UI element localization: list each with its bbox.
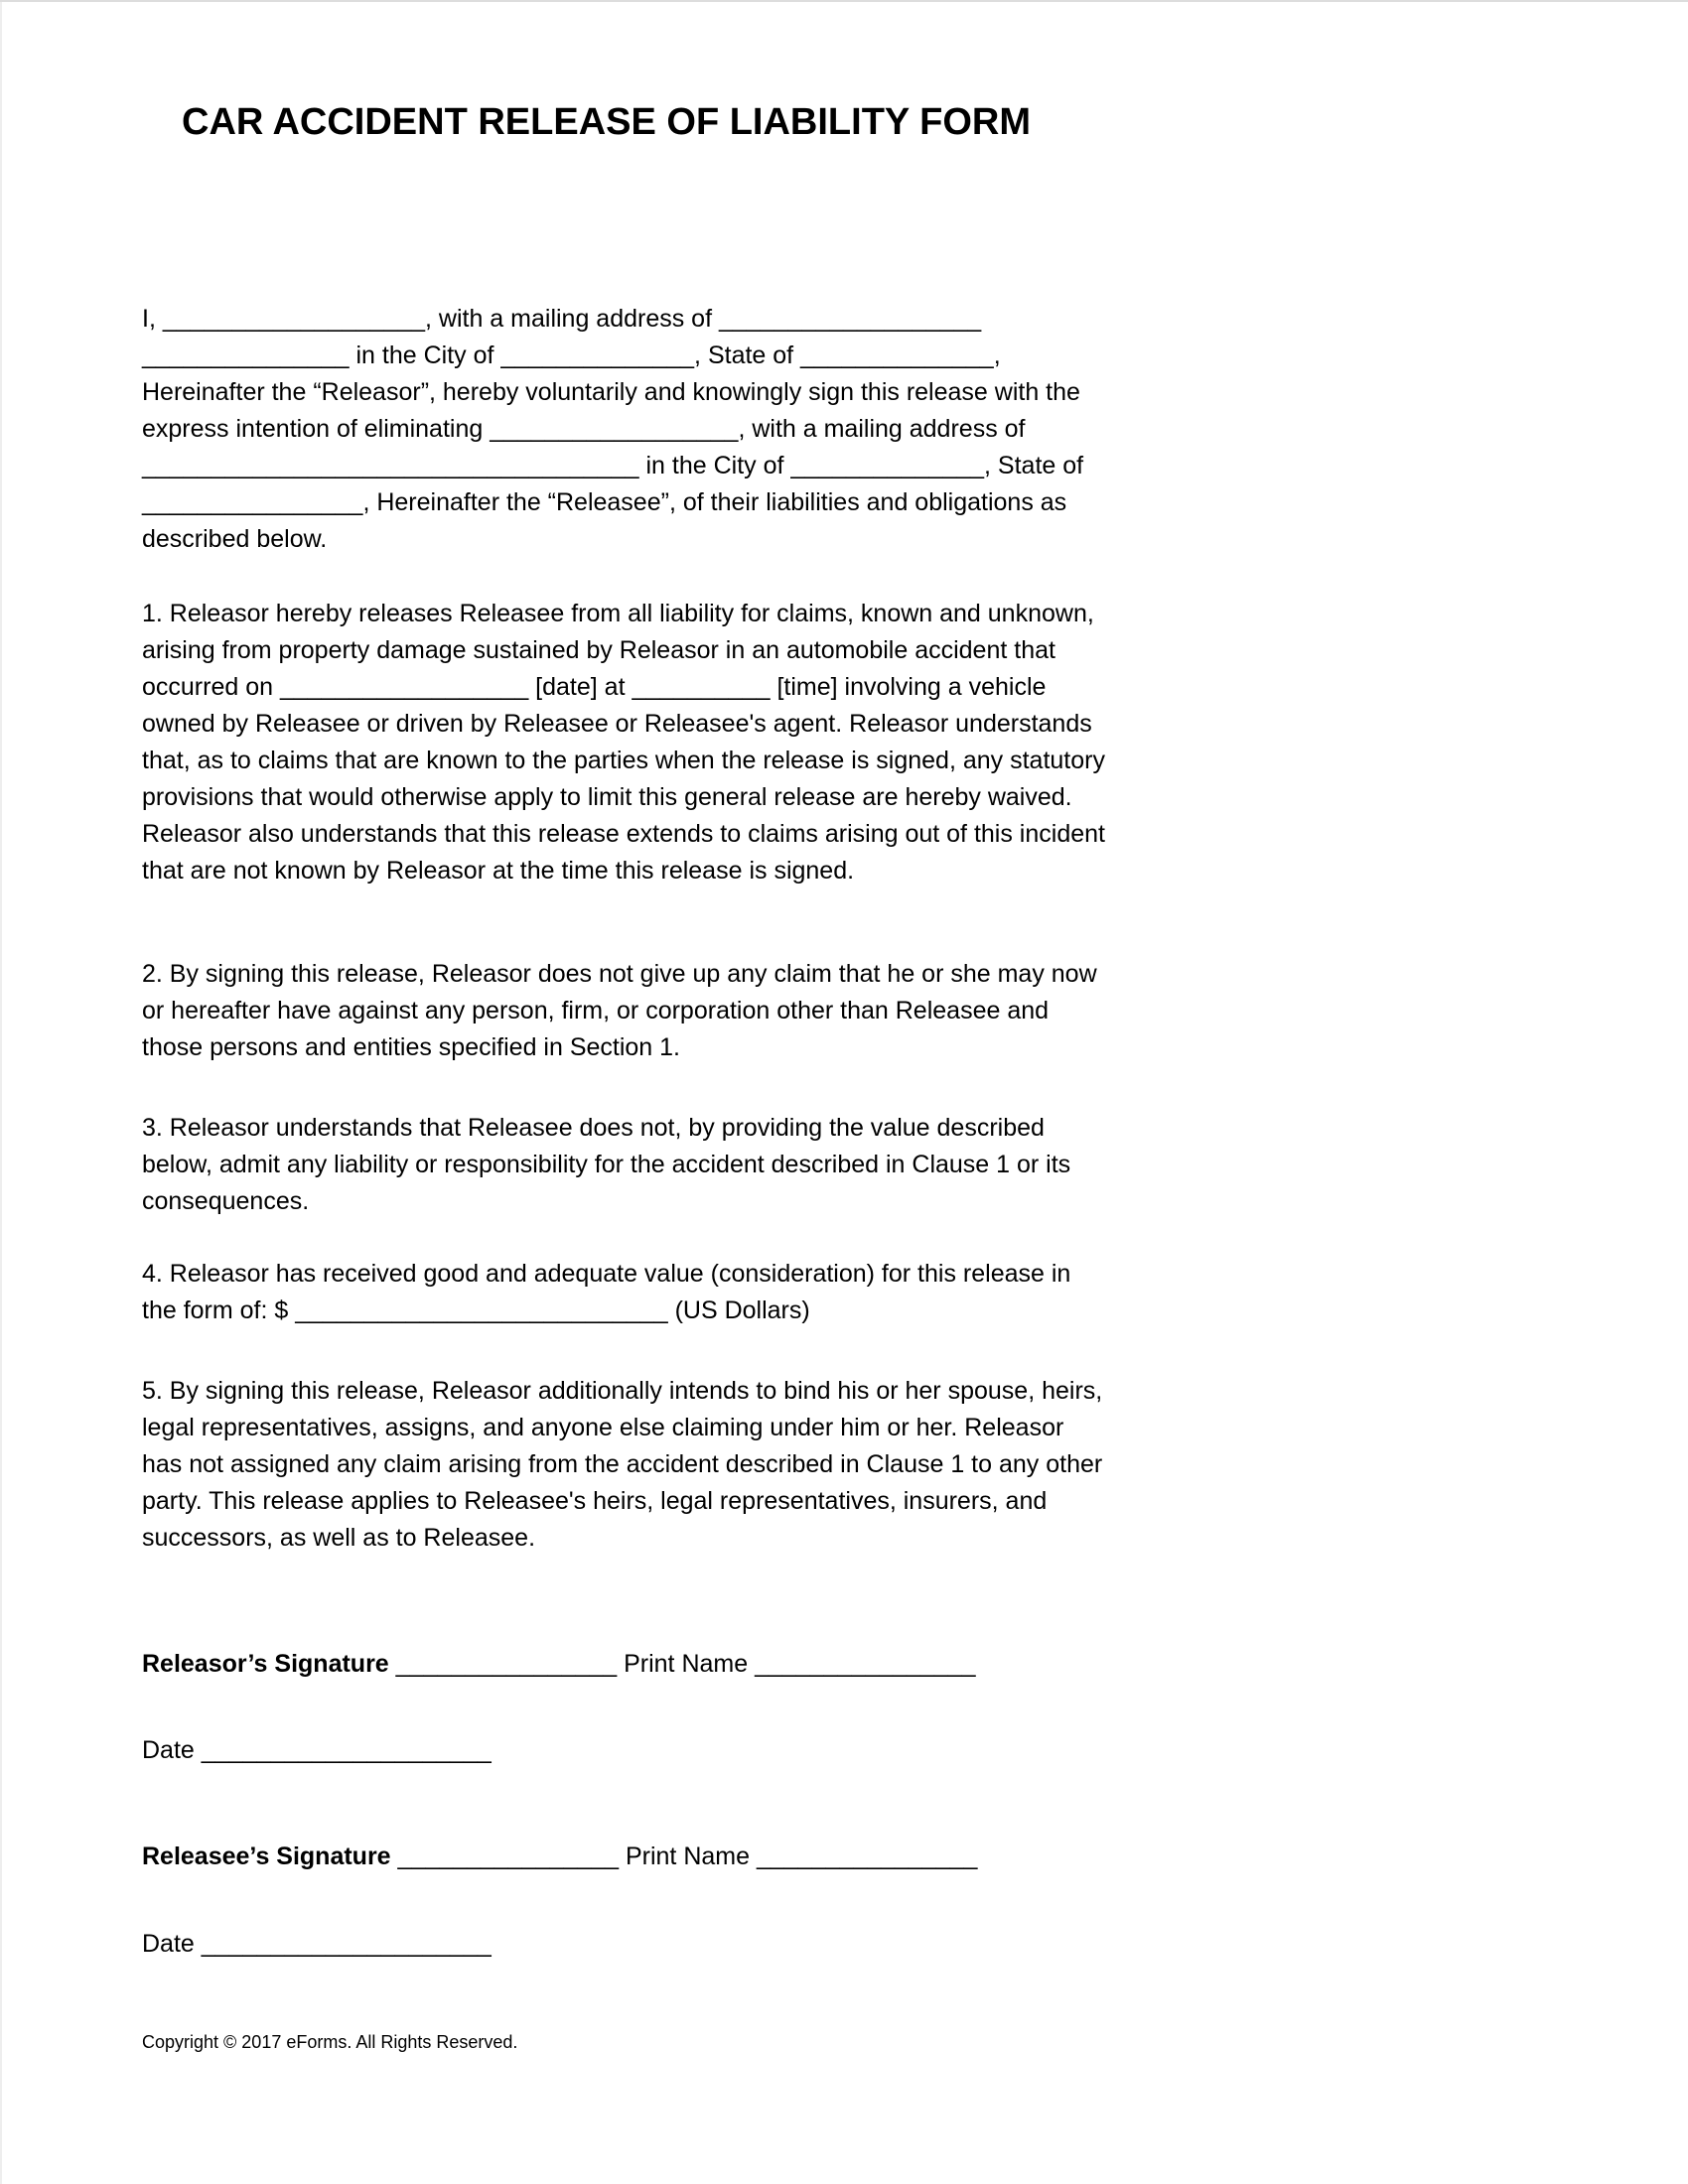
text-line: Hereinafter the “Releasor”, hereby voluntarily and knowingly sign this release with the (142, 378, 1080, 406)
text-line: owned by Releasee or driven by Releasee or Releasee's agent. Releasor understands (142, 710, 1092, 738)
text-line: express intention of eliminating __________________, with a mailing address of (142, 415, 1026, 443)
releasee-signature-blank: ________________ (397, 1843, 620, 1870)
text-line: 5. By signing this release, Releasor additionally intends to bind his or her spouse, heirs, (142, 1377, 1103, 1405)
text-line: or hereafter have against any person, firm, or corporation other than Releasee and (142, 997, 1050, 1024)
text-line: that, as to claims that are known to the parties when the release is signed, any statutory (142, 747, 1105, 774)
releasor-signature-label: Releasor’s Signature (142, 1650, 389, 1678)
page-title: CAR ACCIDENT RELEASE OF LIABILITY FORM (182, 101, 1031, 143)
releasor-signature-row (142, 1646, 1070, 1683)
releasor-date-row (142, 1732, 1070, 1769)
releasee-print-name-blank: ________________ (756, 1843, 978, 1870)
text-line: 3. Releasor understands that Releasee does not, by providing the value described (142, 1114, 1045, 1142)
releasor-print-name-blank: ________________ (755, 1650, 976, 1678)
clause-2-paragraph (142, 956, 1097, 1066)
intro-paragraph (142, 301, 1084, 558)
releasee-print-name-label: Print Name (625, 1843, 751, 1870)
text-line: 1. Releasor hereby releases Releasee from all liability for claims, known and unknown, (142, 600, 1094, 627)
releasee-date-row (142, 1926, 1070, 1963)
clause-3-paragraph (142, 1110, 1070, 1220)
text-line: 4. Releasor has received good and adequate value (consideration) for this release in (142, 1260, 1071, 1288)
text-line: successors, as well as to Releasee. (142, 1524, 536, 1552)
releasor-date-blank: _____________________ (201, 1736, 492, 1764)
text-line: ________________, Hereinafter the “Releasee”, of their liabilities and obligations as (142, 488, 1067, 516)
releasee-signature-row (142, 1839, 1070, 1875)
text-line: those persons and entities specified in Section 1. (142, 1033, 681, 1061)
text-line: 2. By signing this release, Releasor does not give up any claim that he or she may now (142, 960, 1097, 988)
releasee-date-blank: _____________________ (201, 1930, 492, 1958)
text-line: party. This release applies to Releasee's heirs, legal representatives, insurers, and (142, 1487, 1048, 1515)
text-line: occurred on __________________ [date] at __________ [time] involving a vehicle (142, 673, 1047, 701)
text-line: the form of: $ ___________________________ (US Dollars) (142, 1297, 810, 1324)
releasor-signature-blank: ________________ (395, 1650, 618, 1678)
document-body (142, 0, 1105, 2054)
text-line: that are not known by Releasor at the time this release is signed. (142, 857, 855, 885)
text-line: Releasor also understands that this release extends to claims arising out of this incident (142, 820, 1105, 848)
page-footer: Copyright © 2017 eForms. All Rights Reserved. (142, 2032, 518, 2052)
text-line: provisions that would otherwise apply to limit this general release are hereby waived. (142, 783, 1072, 811)
text-line: ____________________________________ in the City of ______________, State of (142, 452, 1084, 479)
clause-4-paragraph (142, 1256, 1070, 1329)
clause-1-paragraph (142, 596, 1105, 889)
releasor-print-name-label: Print Name (624, 1650, 749, 1678)
text-line: consequences. (142, 1187, 310, 1215)
text-line: described below. (142, 525, 328, 553)
text-line: below, admit any liability or responsibility for the accident described in Clause 1 or its (142, 1151, 1071, 1178)
releasor-date-label: Date (142, 1736, 195, 1764)
releasee-signature-label: Releasee’s Signature (142, 1843, 391, 1870)
releasee-date-label: Date (142, 1930, 195, 1958)
text-line: arising from property damage sustained by Releasor in an automobile accident that (142, 636, 1055, 664)
text-line: has not assigned any claim arising from the accident described in Clause 1 to any other (142, 1450, 1103, 1478)
text-line: _______________ in the City of ______________, State of ______________, (142, 341, 1001, 369)
text-line: I, ___________________, with a mailing address of ___________________ (142, 305, 982, 333)
clause-5-paragraph (142, 1373, 1103, 1557)
text-line: legal representatives, assigns, and anyone else claiming under him or her. Releasor (142, 1414, 1064, 1441)
